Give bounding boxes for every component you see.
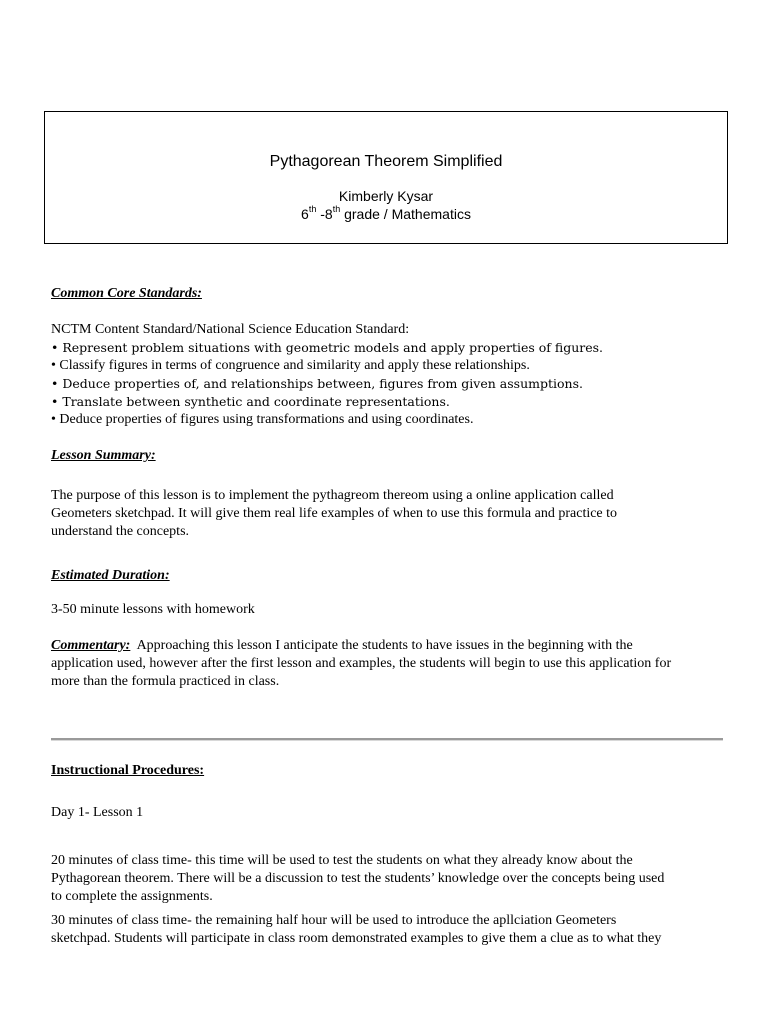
summary-line: understand the concepts. xyxy=(51,524,190,539)
horizontal-divider xyxy=(51,738,723,741)
procedures-heading: Instructional Procedures: xyxy=(51,763,205,778)
grade-to-suffix: th xyxy=(332,204,341,215)
standards-item: • Translate between synthetic and coordinate representations. xyxy=(51,393,731,411)
summary-line: The purpose of this lesson is to implement the pythagreom thereom using a online application called xyxy=(51,488,614,503)
commentary-first-line xyxy=(51,637,731,655)
document-title: Pythagorean Theorem Simplified xyxy=(269,153,503,170)
procedures-line: sketchpad. Students will participate in class room demonstrated examples to give them a clue as to what they xyxy=(51,931,662,946)
procedures-day-block xyxy=(51,804,731,822)
grade-subject-text: grade / Mathematics xyxy=(340,206,471,222)
standards-item: • Represent problem situations with geometric models and apply properties of figures. xyxy=(51,339,731,357)
commentary-line: application used, however after the first lesson and examples, the students will begin to use this application for xyxy=(51,656,672,671)
commentary-first-line-text: Approaching this lesson I anticipate the students to have issues in the beginning with the xyxy=(130,638,633,653)
grade-from-suffix: th xyxy=(308,204,317,215)
procedures-line: 20 minutes of class time- this time will be used to test the students on what they already know about the xyxy=(51,853,633,868)
summary-heading: Lesson Summary: xyxy=(51,448,156,463)
standards-list xyxy=(51,339,731,429)
procedures-line: 30 minutes of class time- the remaining half hour will be used to introduce the apllciation Geometers xyxy=(51,913,617,928)
author-name: Kimberly Kysar xyxy=(338,188,434,204)
standards-item: • Deduce properties of, and relationships between, figures from given assumptions. xyxy=(51,375,731,393)
grade-from: 6 xyxy=(301,206,309,222)
commentary-line: more than the formula practiced in class. xyxy=(51,674,280,689)
procedures-paragraph-2 xyxy=(51,912,731,948)
commentary-heading: Commentary: xyxy=(51,638,131,653)
procedures-heading-block xyxy=(51,762,731,780)
summary-section xyxy=(51,487,731,541)
procedures-paragraph-1 xyxy=(51,852,731,906)
standards-heading-block xyxy=(51,285,731,303)
standards-item: • Deduce properties of figures using transformations and using coordinates. xyxy=(51,411,731,429)
summary-heading-block xyxy=(51,447,731,465)
standards-section xyxy=(51,321,731,429)
duration-section xyxy=(51,601,731,619)
standards-intro: NCTM Content Standard/National Science Education Standard: xyxy=(51,322,410,337)
procedures-day: Day 1- Lesson 1 xyxy=(51,805,144,820)
duration-text: 3-50 minute lessons with homework xyxy=(51,602,255,617)
procedures-line: Pythagorean theorem. There will be a discussion to test the students’ knowledge over the concepts being used xyxy=(51,871,665,886)
standards-heading: Common Core Standards: xyxy=(51,286,202,301)
duration-heading: Estimated Duration: xyxy=(51,568,170,583)
summary-line: Geometers sketchpad. It will give them real life examples of when to use this formula and practice to xyxy=(51,506,618,521)
standards-item: • Classify figures in terms of congruence and similarity and apply these relationships. xyxy=(51,357,731,375)
title-box xyxy=(44,111,728,244)
grade-subject xyxy=(45,206,727,222)
grade-separator: -8 xyxy=(316,206,333,222)
duration-heading-block xyxy=(51,567,731,585)
commentary-section xyxy=(51,637,731,691)
procedures-line: to complete the assignments. xyxy=(51,889,213,904)
